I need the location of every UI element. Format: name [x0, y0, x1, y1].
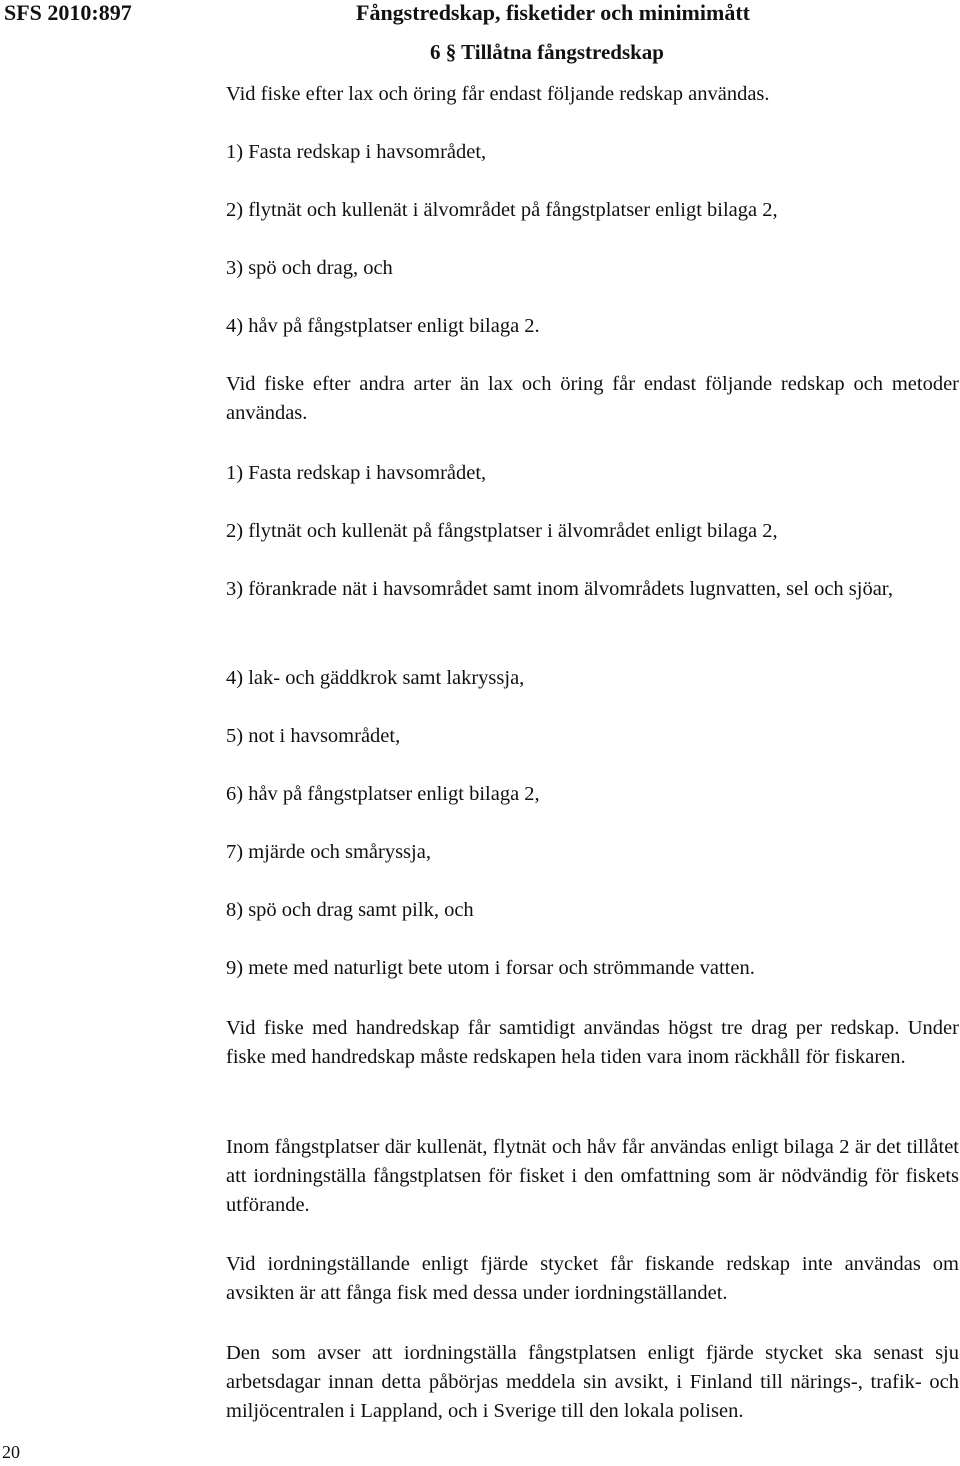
list-item: 4) lak- och gäddkrok samt lakryssja, [226, 667, 525, 689]
page-number: 20 [2, 1442, 20, 1462]
intro-other-species-paragraph: Vid fiske efter andra arter än lax och öring får endast följande redskap och metoder användas. [226, 373, 959, 424]
list-item: 9) mete med naturligt bete utom i forsar och strömmande vatten. [226, 957, 755, 979]
list-item: 2) flytnät och kullenät på fångstplatser i älvområdet enligt bilaga 2, [226, 520, 778, 542]
hand-gear-paragraph: Vid fiske med handredskap får samtidigt användas högst tre drag per redskap. Under fiske med handredskap måste redskapen hela tiden vara inom räckhåll för fiskaren. [226, 1017, 959, 1068]
fishing-place-paragraph: Inom fångstplatser där kullenät, flytnät och håv får användas enligt bilaga 2 är det tillåtet att iordningställa fångstplatsen för fisket i den omfattning som är nödvändig för fiskets utförande. [226, 1136, 959, 1216]
list-item: 6) håv på fångstplatser enligt bilaga 2, [226, 783, 540, 805]
list-item: 7) mjärde och småryssja, [226, 841, 431, 863]
preparation-paragraph: Vid iordningställande enligt fjärde stycket får fiskande redskap inte användas om avsikten är att fånga fisk med dessa under iordningställandet. [226, 1253, 959, 1304]
list-item: 3) spö och drag, och [226, 257, 393, 279]
document-title: Fångstredskap, fisketider och minimimått [356, 0, 750, 25]
list-item: 1) Fasta redskap i havsområdet, [226, 141, 487, 163]
list-item: 1) Fasta redskap i havsområdet, [226, 462, 487, 484]
list-item: 8) spö och drag samt pilk, och [226, 899, 474, 921]
list-item: 2) flytnät och kullenät i älvområdet på fångstplatser enligt bilaga 2, [226, 199, 778, 221]
list-item: 3) förankrade nät i havsområdet samt inom älvområdets lugnvatten, sel och sjöar, [226, 578, 893, 600]
intro-salmon-paragraph: Vid fiske efter lax och öring får endast följande redskap användas. [226, 83, 770, 105]
list-item: 5) not i havsområdet, [226, 725, 401, 747]
section-heading: 6 § Tillåtna fångstredskap [430, 40, 664, 64]
list-item: 4) håv på fångstplatser enligt bilaga 2. [226, 315, 540, 337]
notification-paragraph: Den som avser att iordningställa fångstplatsen enligt fjärde stycket ska senast sju arbetsdagar innan detta påbörjas meddela sin avsikt, i Finland till närings-, trafik- och miljöcentralen i Lappland, och i Sverige till den lokala polisen. [226, 1342, 959, 1422]
document-code: SFS 2010:897 [4, 0, 132, 25]
